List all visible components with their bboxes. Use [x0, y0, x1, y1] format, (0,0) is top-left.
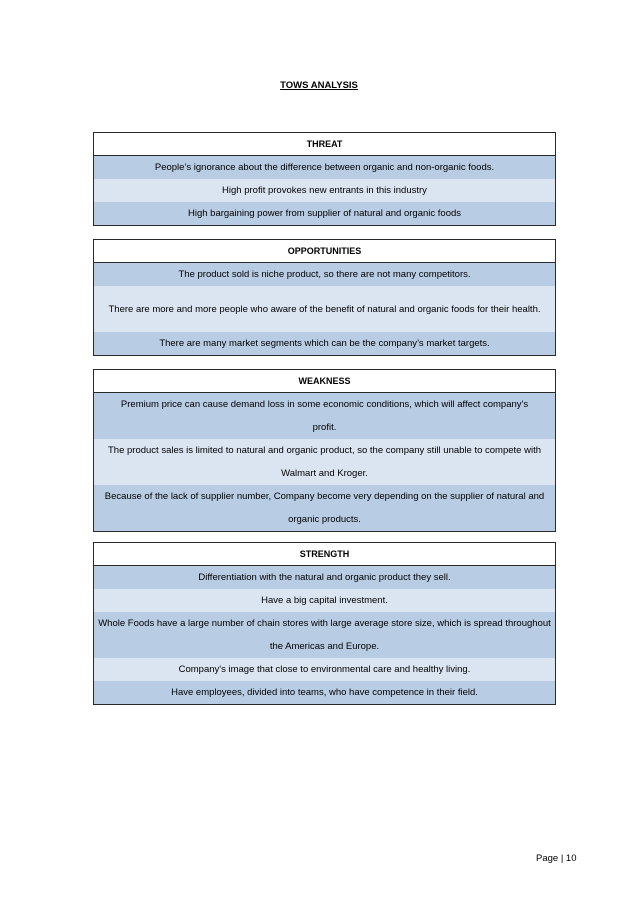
- weakness-row: The product sales is limited to natural and organic product, so the company still unable to compete with Walmart and Kroger.: [94, 439, 555, 485]
- strength-header: STRENGTH: [94, 543, 555, 566]
- threat-row: High profit provokes new entrants in this industry: [94, 179, 555, 202]
- strength-row: Company's image that close to environmental care and healthy living.: [94, 658, 555, 681]
- weakness-table: [93, 369, 556, 532]
- threat-header: THREAT: [94, 133, 555, 156]
- weakness-row: Premium price can cause demand loss in some economic conditions, which will affect company's profit.: [94, 393, 555, 439]
- opportunities-header: OPPORTUNITIES: [94, 240, 555, 263]
- strength-row: Differentiation with the natural and organic product they sell.: [94, 566, 555, 589]
- weakness-row: Because of the lack of supplier number, Company become very depending on the supplier of natural and organic products.: [94, 485, 555, 531]
- opportunities-row: The product sold is niche product, so there are not many competitors.: [94, 263, 555, 286]
- weakness-header: WEAKNESS: [94, 370, 555, 393]
- threat-row: High bargaining power from supplier of natural and organic foods: [94, 202, 555, 225]
- strength-row: Have a big capital investment.: [94, 589, 555, 612]
- strength-row: Have employees, divided into teams, who have competence in their field.: [94, 681, 555, 704]
- strength-table: [93, 542, 556, 705]
- strength-row: Whole Foods have a large number of chain stores with large average store size, which is spread throughout the Americas and Europe.: [94, 612, 555, 658]
- opportunities-table: [93, 239, 556, 356]
- page-number: Page | 10: [536, 853, 577, 864]
- opportunities-row: There are many market segments which can be the company’s market targets.: [94, 332, 555, 355]
- threat-table: [93, 132, 556, 226]
- opportunities-row: There are more and more people who aware of the benefit of natural and organic foods for their health.: [94, 286, 555, 332]
- threat-row: People’s ignorance about the difference between organic and non-organic foods.: [94, 156, 555, 179]
- page-title: TOWS ANALYSIS: [280, 80, 358, 91]
